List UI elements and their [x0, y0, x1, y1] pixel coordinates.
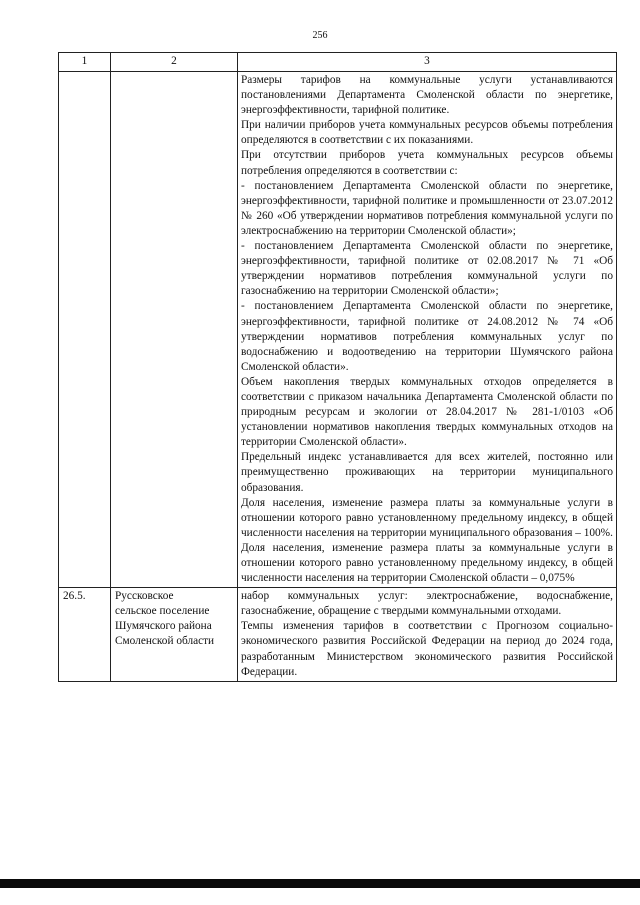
paragraph: Доля населения, изменение размера платы за коммунальные услуги в отношении которого равно установленному предельному индексу, в общей численности населения на территории муниципального образования – 100%. [241, 496, 613, 539]
document-table [58, 52, 617, 682]
paragraph: - постановлением Департамента Смоленской области по энергетике, энергоэффективности, тарифной политике от 24.08.2012 № 74 «Об утверждении нормативов потребления коммунальных услуг по водоснабжению и водоотведению на территории Шумячского района Смоленской области». [241, 300, 613, 373]
column-header-2: 2 [111, 53, 238, 72]
paragraph: Темпы изменения тарифов в соответствии с Прогнозом социально-экономического развития Российской Федерации на период до 2024 года, разработанным Министерством экономического развития Российской Федерации. [241, 620, 613, 678]
paragraph: - постановлением Департамента Смоленской области по энергетике, энергоэффективности, тарифной политике и промышленности от 23.07.2012 № 260 «Об утверждении нормативов потребления коммунальной услуги по электроснабжению на территории Смоленской области»; [241, 179, 613, 237]
description-cell [238, 588, 617, 682]
row-number-cell [59, 72, 111, 588]
column-header-1: 1 [59, 53, 111, 72]
municipality-name-line: Смоленской области [115, 635, 215, 648]
municipality-cell [111, 588, 238, 682]
paragraph: Размеры тарифов на коммунальные услуги устанавливаются постановлениями Департамента Смоленской области по энергетике, энергоэффективности, тарифной политике. [241, 74, 613, 117]
paragraph: При отсутствии приборов учета коммунальных ресурсов объемы потребления определяются в соответствии с: [241, 149, 613, 177]
municipality-name-line: Шумячского района [115, 620, 212, 633]
paragraph: Доля населения, изменение размера платы за коммунальные услуги в отношении которого равно установленному предельному индексу, в общей численности населения на территории Смоленской области – 0,075% [241, 541, 613, 585]
page-number: 256 [312, 30, 328, 41]
paragraph: - постановлением Департамента Смоленской области по энергетике, энергоэффективности, тарифной политике от 02.08.2017 № 71 «Об утверждении нормативов потребления коммунальной услуги по газоснабжению на территории Смоленской области»; [241, 240, 613, 298]
table-header-row [59, 53, 617, 72]
paragraph: Объем накопления твердых коммунальных отходов определяется в соответствии с приказом начальника Департамента Смоленской области по природным ресурсам и экологии от 28.04.2017 № 281-1/0103 «Об установлении нормативов накопления твердых коммунальных отходов на территории Смоленской области». [241, 375, 613, 449]
column-header-3: 3 [238, 53, 617, 72]
table-row [59, 588, 617, 682]
row-number-cell: 26.5. [59, 588, 111, 682]
scan-bottom-border [0, 879, 640, 888]
municipality-name-line: Руссковское [115, 590, 174, 603]
municipality-name-line: сельское поселение [115, 605, 210, 618]
paragraph: Предельный индекс устанавливается для всех жителей, постоянно или преимущественно проживающих на территории муниципального образования. [241, 451, 613, 494]
municipality-cell [111, 72, 238, 588]
paragraph: набор коммунальных услуг: электроснабжение, водоснабжение, газоснабжение, обращение с твердыми коммунальными отходами. [241, 590, 613, 618]
description-cell [238, 72, 617, 588]
table-row [59, 72, 617, 588]
paragraph: При наличии приборов учета коммунальных ресурсов объемы потребления определяются в соответствии с их показаниями. [241, 119, 613, 147]
